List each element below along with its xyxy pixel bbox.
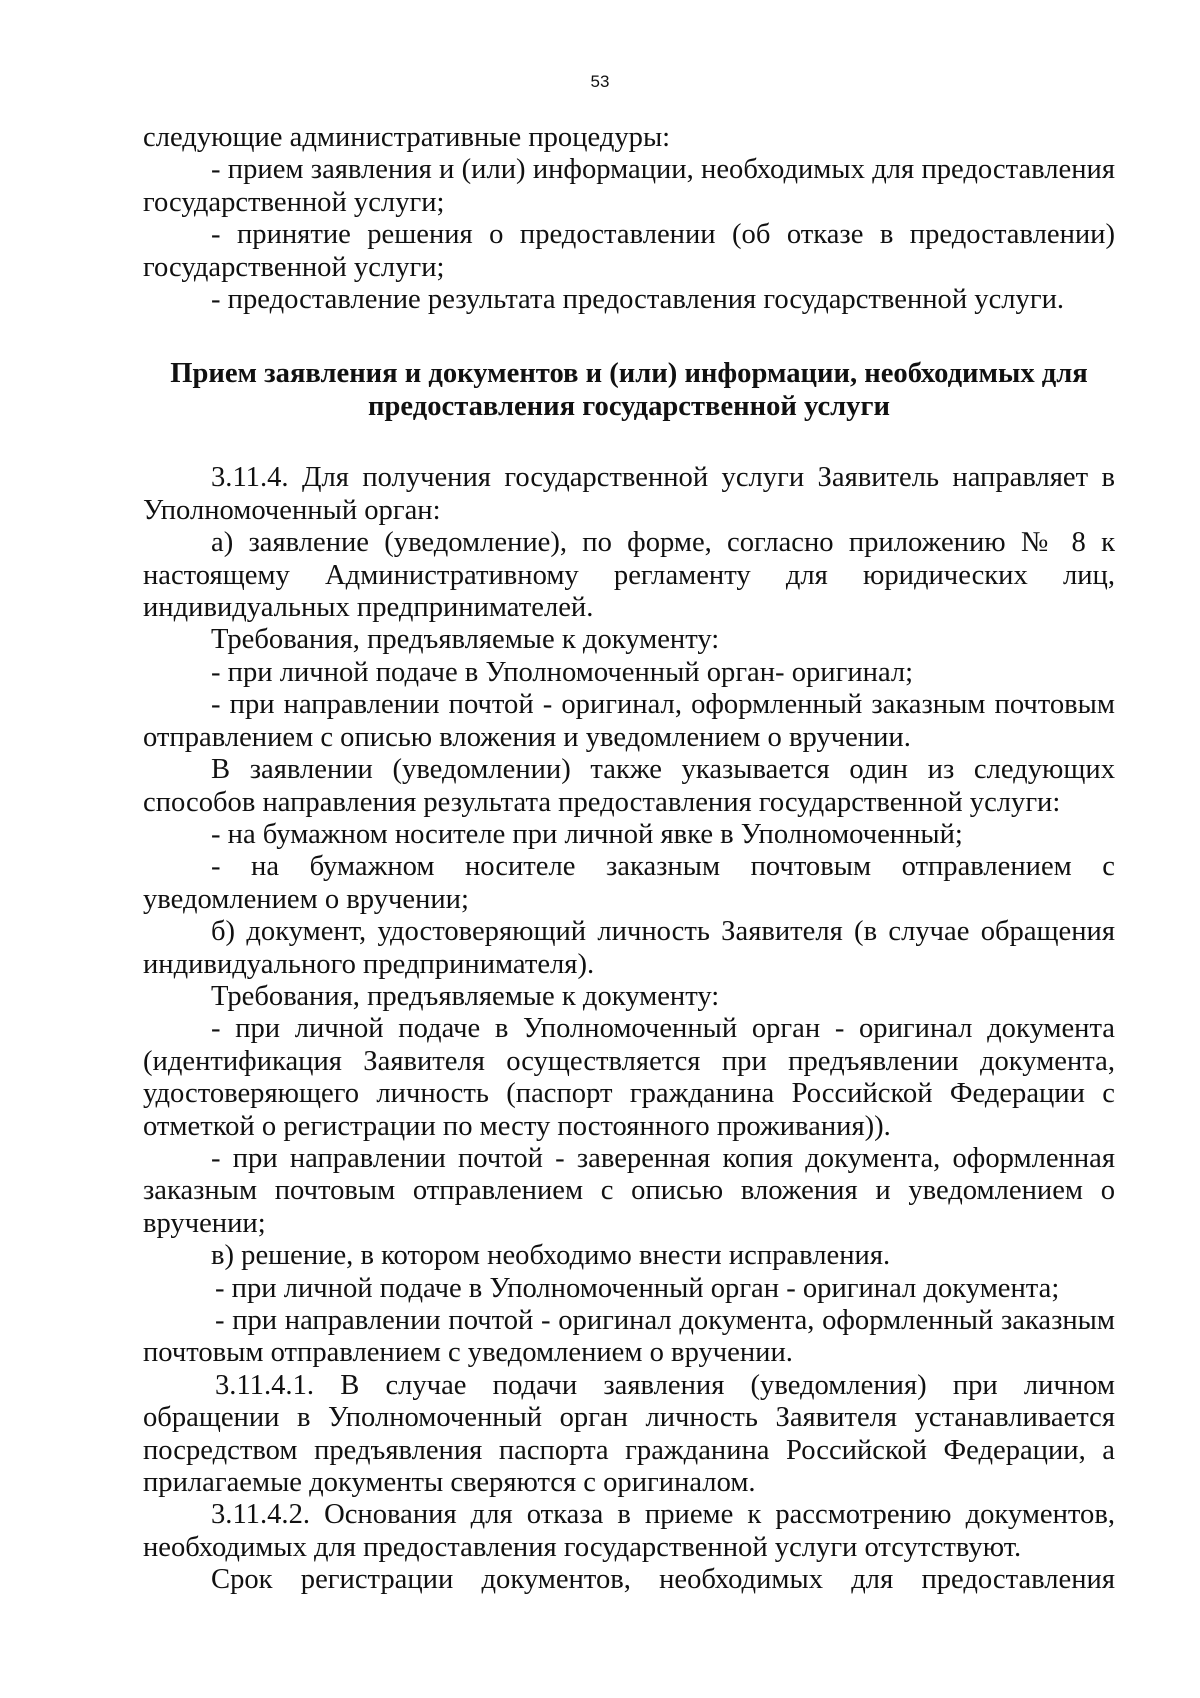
section-heading: Прием заявления и документов и (или) информации, необходимых для предоставления государственной услуги [170, 358, 1088, 423]
paragraph: 3.11.4.2. Основания для отказа в приеме к рассмотрению документов, необходимых для предоставления государственной услуги отсутствуют. [143, 1499, 1115, 1563]
list-item: - при личной подаче в Уполномоченный орган- оригинал; [211, 656, 914, 688]
document-body [143, 122, 1115, 1597]
list-item: - при направлении почтой - оригинал документа, оформленный заказным почтовым отправлением с уведомлением о вручении. [143, 1305, 1115, 1369]
list-item: - при личной подаче в Уполномоченный орган - оригинал документа; [215, 1272, 1060, 1304]
list-item: - принятие решения о предоставлении (об отказе в предоставлении) государственной услуги; [143, 219, 1115, 283]
list-item: - на бумажном носителе заказным почтовым отправлением с уведомлением о вручении; [143, 851, 1115, 915]
paragraph: В заявлении (уведомлении) также указывается один из следующих способов направления результата предоставления государственной услуги: [143, 754, 1115, 818]
paragraph: Требования, предъявляемые к документу: [211, 624, 720, 656]
list-item: - при направлении почтой - оригинал, оформленный заказным почтовым отправлением с описью вложения и уведомлением о вручении. [143, 689, 1115, 753]
paragraph: 3.11.4.1. В случае подачи заявления (уведомления) при личном обращении в Уполномоченный орган личность Заявителя устанавливается посредством предъявления паспорта гражданина Российской Федерации, а прилагаемые документы сверяются с оригиналом. [143, 1369, 1115, 1499]
paragraph: 3.11.4. Для получения государственной услуги Заявитель направляет в Уполномоченный орган: [143, 462, 1115, 526]
paragraph: в) решение, в котором необходимо внести исправления. [211, 1240, 891, 1272]
paragraph: Срок регистрации документов, необходимых для предоставления [211, 1564, 1115, 1596]
list-item: - на бумажном носителе при личной явке в Уполномоченный; [211, 818, 963, 850]
list-item: - при личной подаче в Уполномоченный орган - оригинал документа (идентификация Заявителя осуществляется при предъявлении документа, удостоверяющего личность (паспорт гражданина Российской Федерации с отметкой о регистрации по месту постоянного проживания)). [143, 1013, 1115, 1142]
page-number: 53 [590, 72, 610, 91]
list-item: - предоставление результата предоставления государственной услуги. [211, 284, 1065, 316]
paragraph: следующие административные процедуры: [143, 122, 671, 153]
paragraph: Требования, предъявляемые к документу: [211, 980, 720, 1012]
paragraph: б) документ, удостоверяющий личность Заявителя (в случае обращения индивидуального предпринимателя). [143, 916, 1115, 980]
list-item: - прием заявления и (или) информации, необходимых для предоставления государственной услуги; [143, 154, 1115, 218]
paragraph: а) заявление (уведомление), по форме, согласно приложению № 8 к настоящему Административному регламенту для юридических лиц, индивидуальных предпринимателей. [143, 527, 1115, 624]
list-item: - при направлении почтой - заверенная копия документа, оформленная заказным почтовым отправлением с описью вложения и уведомлением о вручении; [143, 1142, 1115, 1239]
